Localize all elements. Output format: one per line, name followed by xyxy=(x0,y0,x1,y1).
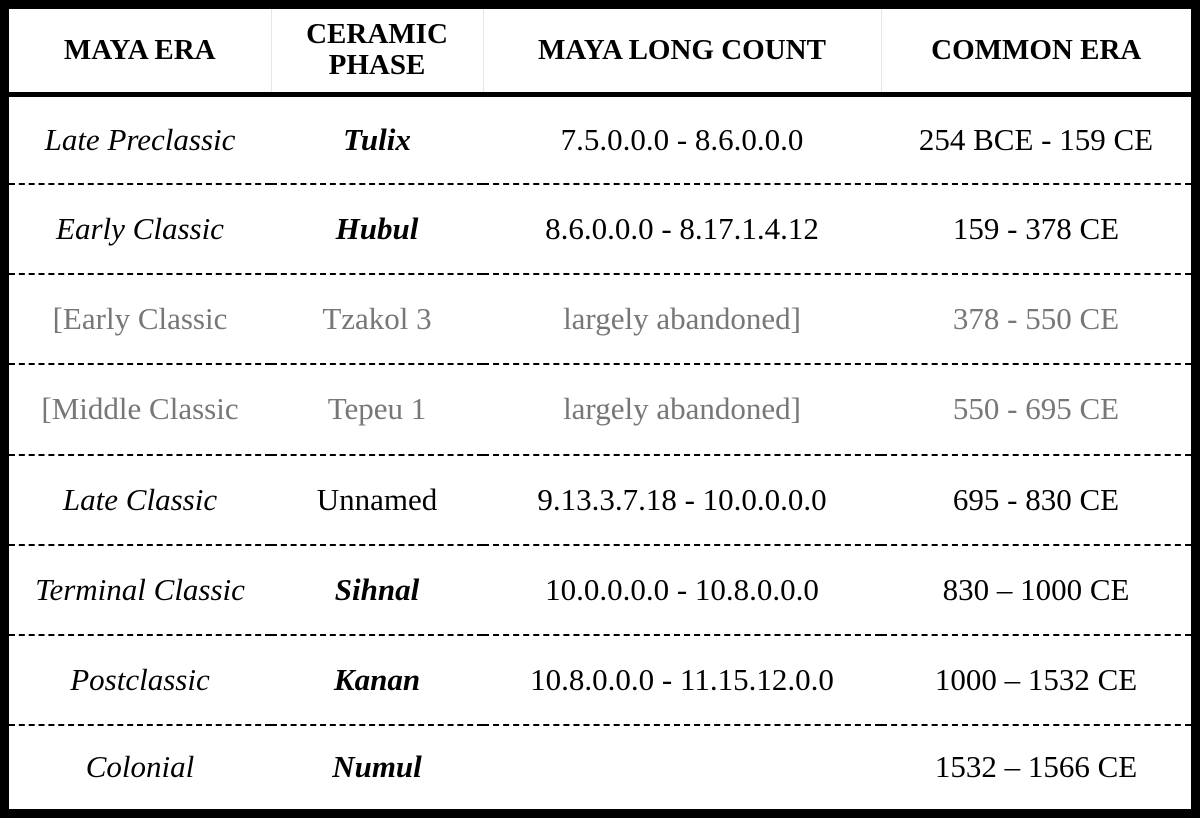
era-cell: Late Preclassic xyxy=(44,121,236,157)
era-cell: Colonial xyxy=(9,725,271,809)
table-row xyxy=(9,274,1191,364)
phase-cell: Numul xyxy=(271,725,483,809)
phase-cell: Unnamed xyxy=(271,455,483,545)
phase-cell: Tepeu 1 xyxy=(271,364,483,454)
common-era-cell: 1532 – 1566 CE xyxy=(881,725,1191,809)
common-era-cell: 1000 – 1532 CE xyxy=(881,635,1191,725)
common-era-cell: 378 - 550 CE xyxy=(881,274,1191,364)
table-row xyxy=(9,635,1191,725)
table-row xyxy=(9,455,1191,545)
phase-cell: Kanan xyxy=(271,635,483,725)
era-cell: Postclassic xyxy=(9,635,271,725)
table-row xyxy=(9,364,1191,454)
long-count-cell: 10.8.0.0.0 - 11.15.12.0.0 xyxy=(483,635,881,725)
common-era-cell: 830 – 1000 CE xyxy=(881,545,1191,635)
phase-cell: Sihnal xyxy=(271,545,483,635)
long-count-cell: 9.13.3.7.18 - 10.0.0.0.0 xyxy=(483,455,881,545)
header-maya-long-count: MAYA LONG COUNT xyxy=(483,9,881,94)
table-row xyxy=(9,94,1191,184)
era-cell: [Early Classic xyxy=(9,274,271,364)
table-header-row xyxy=(9,9,1191,94)
era-cell: Late Classic xyxy=(9,455,271,545)
long-count-cell: largely abandoned] xyxy=(483,274,881,364)
table-row xyxy=(9,184,1191,274)
common-era-cell: 550 - 695 CE xyxy=(881,364,1191,454)
long-count-cell: 7.5.0.0.0 - 8.6.0.0.0 xyxy=(560,121,804,157)
era-cell: Terminal Classic xyxy=(9,545,271,635)
chronology-table xyxy=(9,9,1191,809)
era-cell: [Middle Classic xyxy=(9,364,271,454)
common-era-cell: 159 - 378 CE xyxy=(881,184,1191,274)
phase-cell: Tzakol 3 xyxy=(271,274,483,364)
table-row xyxy=(9,545,1191,635)
header-maya-era: MAYA ERA xyxy=(9,9,271,94)
long-count-cell: 8.6.0.0.0 - 8.17.1.4.12 xyxy=(483,184,881,274)
table-row xyxy=(9,725,1191,809)
header-common-era: COMMON ERA xyxy=(881,9,1191,94)
long-count-cell xyxy=(483,725,881,809)
era-cell: Early Classic xyxy=(9,184,271,274)
common-era-cell: 695 - 830 CE xyxy=(881,455,1191,545)
long-count-cell: 10.0.0.0.0 - 10.8.0.0.0 xyxy=(483,545,881,635)
common-era-cell: 254 BCE - 159 CE xyxy=(918,121,1154,157)
phase-cell: Hubul xyxy=(271,184,483,274)
long-count-cell: largely abandoned] xyxy=(483,364,881,454)
header-ceramic-phase: CERAMIC PHASE xyxy=(271,9,483,94)
phase-cell: Tulix xyxy=(343,121,411,157)
